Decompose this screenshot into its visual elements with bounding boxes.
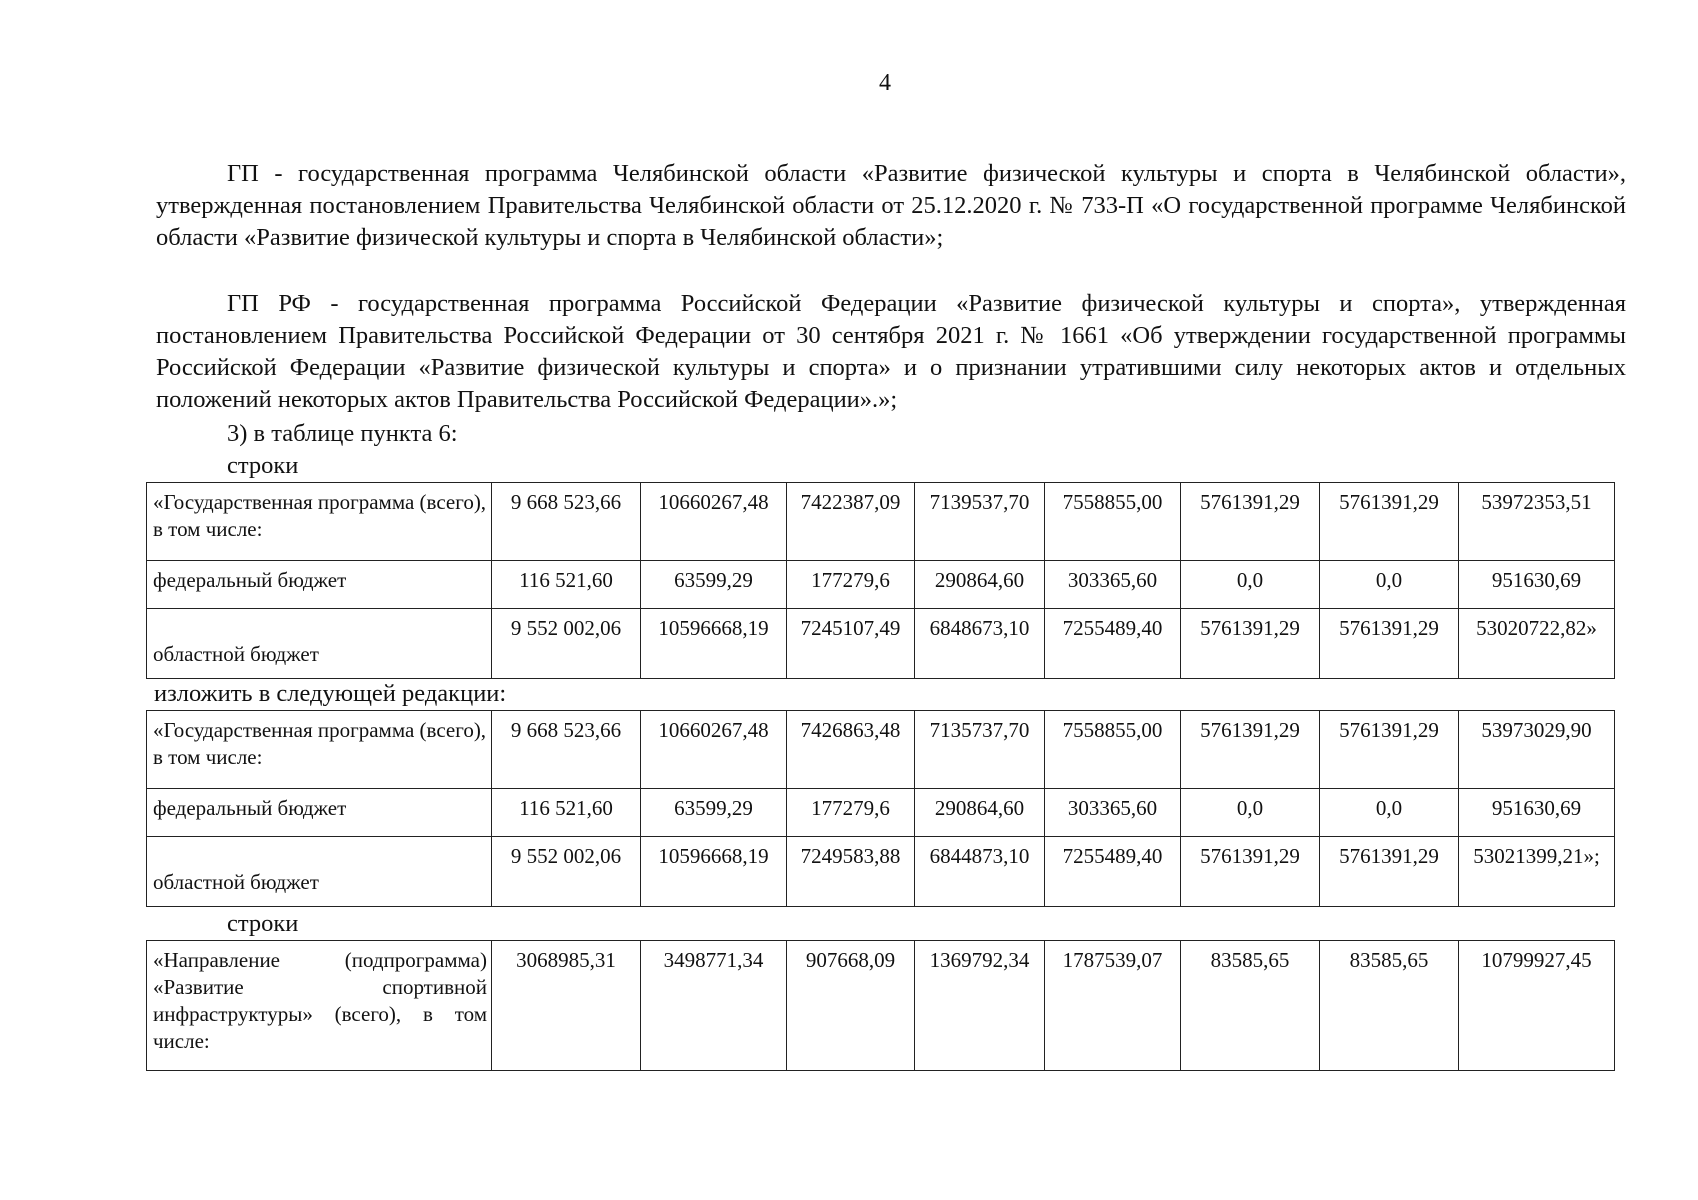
- table-cell: 177279,6: [787, 789, 915, 837]
- table-row: [147, 941, 1615, 1071]
- table-cell: 9 552 002,06: [492, 609, 641, 679]
- table-cell: 3498771,34: [641, 941, 787, 1071]
- table-cell: 5761391,29: [1181, 609, 1320, 679]
- table-cell: 5761391,29: [1320, 711, 1459, 789]
- table-cell: 10799927,45: [1459, 941, 1615, 1071]
- table-cell: 5761391,29: [1181, 837, 1320, 907]
- table-cell: 303365,60: [1045, 561, 1181, 609]
- table-cell: 177279,6: [787, 561, 915, 609]
- table-cell: 53021399,21»;: [1459, 837, 1615, 907]
- table-cell: 53020722,82»: [1459, 609, 1615, 679]
- table-cell: 7558855,00: [1045, 483, 1181, 561]
- row-label: «Государственная программа (всего), в том числе:: [147, 711, 492, 789]
- table-cell: 5761391,29: [1181, 711, 1320, 789]
- table-cell: 10596668,19: [641, 609, 787, 679]
- table-cell: 83585,65: [1181, 941, 1320, 1071]
- table-row: [147, 483, 1615, 561]
- row-label: «Государственная программа (всего), в том числе:: [147, 483, 492, 561]
- table-cell: 9 668 523,66: [492, 483, 641, 561]
- table-cell: 9 552 002,06: [492, 837, 641, 907]
- page-number: 4: [879, 70, 891, 96]
- paragraph-gp-rf-definition: ГП РФ - государственная программа Российской Федерации «Развитие физической культуры и спорта», утвержденная постановлением Правительства Российской Федерации от 30 сентября 2021 г. № 1661 «Об утверждении государственной программы Российской Федерации «Развитие физической культуры и спорта» и о признании утратившими силу некоторых актов и отдельных положений некоторых актов Правительства Российской Федерации».»;: [156, 290, 1626, 413]
- table-cell: 53972353,51: [1459, 483, 1615, 561]
- table-cell: 7426863,48: [787, 711, 915, 789]
- table-cell: 7558855,00: [1045, 711, 1181, 789]
- table-cell: 10660267,48: [641, 483, 787, 561]
- table-cell: 6844873,10: [915, 837, 1045, 907]
- table-row: [147, 711, 1615, 789]
- table-cell: 7249583,88: [787, 837, 915, 907]
- rows-label: строки: [227, 910, 299, 937]
- table-cell: 83585,65: [1320, 941, 1459, 1071]
- table-cell: 6848673,10: [915, 609, 1045, 679]
- table-cell: 7422387,09: [787, 483, 915, 561]
- table-cell: 5761391,29: [1320, 609, 1459, 679]
- table-cell: 53973029,90: [1459, 711, 1615, 789]
- table-cell: 290864,60: [915, 789, 1045, 837]
- table-cell: 1787539,07: [1045, 941, 1181, 1071]
- table-cell: 116 521,60: [492, 561, 641, 609]
- item-3-heading: 3) в таблице пункта 6:: [227, 420, 458, 447]
- table-cell: 7255489,40: [1045, 609, 1181, 679]
- table-cell: 290864,60: [915, 561, 1045, 609]
- table-cell: 7245107,49: [787, 609, 915, 679]
- table-cell: 7135737,70: [915, 711, 1045, 789]
- table-cell: 3068985,31: [492, 941, 641, 1071]
- table-cell: 0,0: [1320, 561, 1459, 609]
- row-label: «Направление (подпрограмма) «Развитие спортивной инфраструктуры» (всего), в том числе:: [147, 941, 492, 1071]
- table-cell: 5761391,29: [1320, 837, 1459, 907]
- rows-label: строки: [227, 452, 299, 479]
- table-cell: 10660267,48: [641, 711, 787, 789]
- table-row: [147, 609, 1615, 679]
- table-cell: 951630,69: [1459, 561, 1615, 609]
- row-label: федеральный бюджет: [147, 561, 492, 609]
- table-row: [147, 789, 1615, 837]
- row-label: областной бюджет: [147, 609, 492, 679]
- table-cell: 9 668 523,66: [492, 711, 641, 789]
- funding-table-subprogram: [146, 940, 1615, 1071]
- table-cell: 5761391,29: [1320, 483, 1459, 561]
- funding-table-new: [146, 710, 1615, 907]
- row-label: областной бюджет: [147, 837, 492, 907]
- table-cell: 10596668,19: [641, 837, 787, 907]
- table-cell: 63599,29: [641, 561, 787, 609]
- table-cell: 7139537,70: [915, 483, 1045, 561]
- table-cell: 116 521,60: [492, 789, 641, 837]
- table-cell: 907668,09: [787, 941, 915, 1071]
- table-cell: 0,0: [1320, 789, 1459, 837]
- paragraph-gp-definition: ГП - государственная программа Челябинской области «Развитие физической культуры и спорта в Челябинской области», утвержденная постановлением Правительства Челябинской области от 25.12.2020 г. № 733-П «О государственной программе Челябинской области «Развитие физической культуры и спорта в Челябинской области»;: [156, 160, 1626, 251]
- row-label: федеральный бюджет: [147, 789, 492, 837]
- table-row: [147, 837, 1615, 907]
- table-cell: 1369792,34: [915, 941, 1045, 1071]
- table-cell: 951630,69: [1459, 789, 1615, 837]
- table-cell: 63599,29: [641, 789, 787, 837]
- table-cell: 0,0: [1181, 789, 1320, 837]
- table-cell: 303365,60: [1045, 789, 1181, 837]
- table-row: [147, 561, 1615, 609]
- table-cell: 0,0: [1181, 561, 1320, 609]
- table-cell: 5761391,29: [1181, 483, 1320, 561]
- table-cell: 7255489,40: [1045, 837, 1181, 907]
- replace-instruction: изложить в следующей редакции:: [154, 680, 507, 707]
- funding-table-old: [146, 482, 1615, 679]
